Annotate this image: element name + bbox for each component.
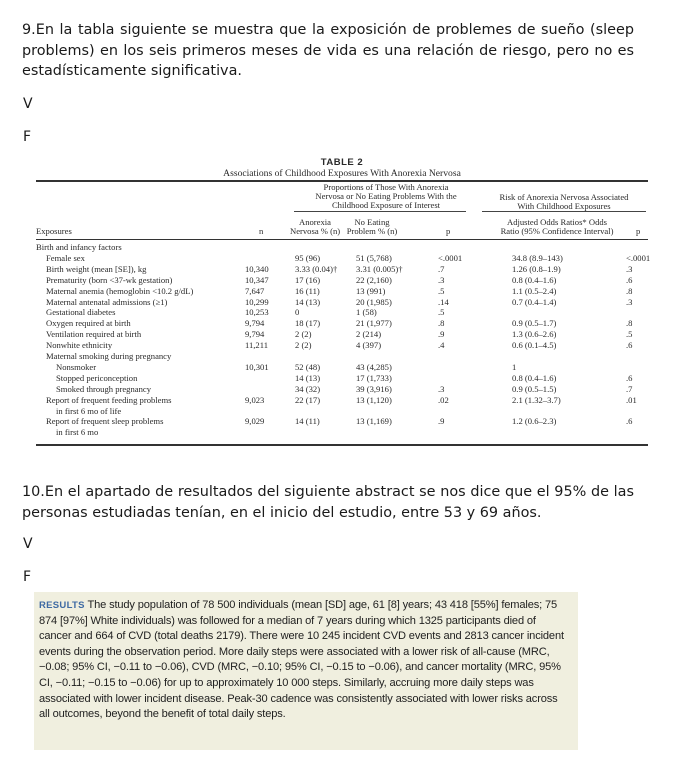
row-n: 10,340 bbox=[245, 263, 269, 274]
row-p2: .8 bbox=[626, 285, 633, 296]
row-p: .7 bbox=[438, 263, 445, 274]
table-label: TABLE 2 bbox=[320, 157, 364, 168]
row-p2: .5 bbox=[626, 329, 633, 340]
row-odds-ratio: 0.9 (0.5–1.5) bbox=[512, 383, 557, 394]
col-no-eating-header: Problem % (n) bbox=[346, 226, 398, 236]
row-n: 9,794 bbox=[245, 318, 265, 329]
row-n: 9,794 bbox=[245, 329, 265, 340]
row-n: 7,647 bbox=[245, 285, 265, 296]
row-p2: .6 bbox=[626, 274, 633, 285]
row-p: .14 bbox=[438, 296, 449, 307]
row-no-eating: 1 (58) bbox=[356, 307, 377, 318]
row-exposure: Birth and infancy factors bbox=[36, 242, 122, 252]
row-p2: .6 bbox=[626, 416, 633, 427]
row-anorexia: 52 (48) bbox=[295, 361, 321, 372]
col-odds-ratio-header: Adjusted Odds Ratios* Odds bbox=[506, 217, 608, 227]
row-odds-ratio: 0.8 (0.4–1.6) bbox=[512, 372, 557, 383]
row-odds-ratio: 0.9 (0.5–1.7) bbox=[512, 318, 557, 329]
row-anorexia: 14 (13) bbox=[295, 296, 321, 307]
col-p2-header: p bbox=[636, 226, 641, 236]
table-caption: Associations of Childhood Exposures With Anorexia Nervosa bbox=[223, 168, 461, 179]
row-anorexia: 0 bbox=[295, 307, 300, 318]
row-odds-ratio: 1.3 (0.6–2.6) bbox=[512, 329, 557, 340]
row-n: 9,029 bbox=[245, 416, 265, 427]
row-exposure: Maternal smoking during pregnancy bbox=[46, 351, 172, 361]
row-exposure: Female sex bbox=[46, 252, 85, 263]
row-anorexia: 22 (17) bbox=[295, 394, 321, 405]
question-9-option-false[interactable]: F bbox=[23, 129, 32, 145]
risk-group-header-line: With Childhood Exposures bbox=[517, 201, 611, 211]
row-odds-ratio: 1.26 (0.8–1.9) bbox=[512, 263, 561, 274]
row-p2: .7 bbox=[626, 383, 633, 394]
row-exposure: Report of frequent feeding problems bbox=[46, 394, 172, 405]
table-2-figure bbox=[36, 154, 651, 446]
row-no-eating: 21 (1,977) bbox=[356, 318, 392, 329]
col-n-header: n bbox=[259, 226, 264, 236]
row-no-eating: 13 (1,120) bbox=[356, 394, 392, 405]
proportions-underline bbox=[294, 211, 466, 212]
row-p2: .8 bbox=[626, 318, 633, 329]
abstract-results-box bbox=[34, 592, 578, 750]
row-exposure: in first 6 mo of life bbox=[56, 405, 122, 416]
row-anorexia: 18 (17) bbox=[295, 318, 321, 329]
row-n: 9,023 bbox=[245, 394, 265, 405]
row-no-eating: 22 (2,160) bbox=[356, 274, 392, 285]
row-p: .9 bbox=[438, 416, 445, 427]
proportions-group-header-line: Childhood Exposure of Interest bbox=[331, 200, 441, 210]
row-anorexia: 17 (16) bbox=[295, 274, 321, 285]
row-n: 10,301 bbox=[245, 361, 269, 372]
row-anorexia: 16 (11) bbox=[295, 285, 320, 296]
row-anorexia: 34 (32) bbox=[295, 383, 321, 394]
row-n: 11,211 bbox=[245, 340, 268, 351]
row-no-eating: 43 (4,285) bbox=[356, 361, 392, 372]
row-odds-ratio: 0.6 (0.1–4.5) bbox=[512, 340, 557, 351]
row-no-eating: 3.31 (0.005)† bbox=[356, 263, 403, 274]
row-no-eating: 4 (397) bbox=[356, 340, 382, 351]
abstract-heading: RESULTS bbox=[39, 600, 85, 611]
risk-group-header-line: Risk of Anorexia Nervosa Associated bbox=[499, 192, 629, 202]
row-n: 10,253 bbox=[245, 307, 269, 318]
row-exposure: Ventilation required at birth bbox=[46, 329, 142, 340]
row-exposure: Smoked through pregnancy bbox=[56, 383, 151, 394]
row-odds-ratio: 1 bbox=[512, 361, 517, 372]
row-no-eating: 39 (3,916) bbox=[356, 383, 392, 394]
row-p2: .6 bbox=[626, 372, 633, 383]
col-no-eating-header: No Eating bbox=[354, 217, 390, 227]
row-p: .5 bbox=[438, 307, 445, 318]
row-exposure: Stopped periconception bbox=[56, 372, 138, 383]
row-odds-ratio: 1.2 (0.6–2.3) bbox=[512, 416, 557, 427]
row-p: .3 bbox=[438, 274, 445, 285]
row-p2: .6 bbox=[626, 340, 633, 351]
question-10-option-true[interactable]: V bbox=[23, 536, 33, 552]
row-p: .5 bbox=[438, 285, 445, 296]
row-p: .02 bbox=[438, 394, 449, 405]
question-9-option-true[interactable]: V bbox=[23, 96, 33, 112]
row-p: .8 bbox=[438, 318, 445, 329]
row-no-eating: 13 (991) bbox=[356, 285, 386, 296]
row-exposure: Gestational diabetes bbox=[46, 307, 116, 318]
proportions-group-header-line: Proportions of Those With Anorexia bbox=[323, 182, 449, 192]
row-exposure: Oxygen required at birth bbox=[46, 318, 131, 329]
col-p-header: p bbox=[446, 226, 451, 236]
row-exposure: Prematurity (born <37-wk gestation) bbox=[46, 274, 173, 285]
row-odds-ratio: 0.7 (0.4–1.4) bbox=[512, 296, 557, 307]
row-anorexia: 3.33 (0.04)† bbox=[295, 263, 338, 274]
row-anorexia: 95 (96) bbox=[295, 252, 321, 263]
abstract-body: The study population of 78 500 individuals (mean [SD] age, 61 [8] years; 43 418 [55%] females; 75 874 [97%] White individuals) was followed for a median of 7 years during which 1325 participants died of cancer and 664 of CVD (total deaths 2179). There were 10 245 incident CVD events and 2813 cancer incident events during the observation period. More daily steps were associated with a lower risk of all-cause (MRC, −0.08; 95% CI, −0.11 to −0.06), CVD (MRC, −0.10; 95% CI, −0.15 to −0.06), and cancer mortality (MRC, 95% CI, −0.11; −0.15 to −0.06) for up to approximately 10 000 steps. Similarly, accruing more daily steps was associated with lower incident disease. Peak-30 cadence was consistently associated with lower risks across all outcomes, beyond the benefit of total daily steps. bbox=[39, 599, 564, 721]
row-no-eating: 17 (1,733) bbox=[356, 372, 392, 383]
row-n: 10,299 bbox=[245, 296, 269, 307]
risk-underline bbox=[482, 211, 646, 212]
row-p2: .01 bbox=[626, 394, 637, 405]
row-p2: <.0001 bbox=[626, 252, 651, 263]
row-anorexia: 14 (11) bbox=[295, 416, 320, 427]
question-10-option-false[interactable]: F bbox=[23, 569, 32, 585]
row-no-eating: 20 (1,985) bbox=[356, 296, 392, 307]
table-bottom-rule bbox=[36, 444, 648, 446]
row-no-eating: 51 (5,768) bbox=[356, 252, 392, 263]
row-exposure: Nonsmoker bbox=[56, 361, 97, 372]
row-p2: .3 bbox=[626, 296, 633, 307]
row-p: .9 bbox=[438, 329, 445, 340]
row-anorexia: 14 (13) bbox=[295, 372, 321, 383]
row-p: .3 bbox=[438, 383, 445, 394]
row-no-eating: 13 (1,169) bbox=[356, 416, 392, 427]
row-exposure: Maternal anemia (hemoglobin <10.2 g/dL) bbox=[46, 285, 194, 296]
row-exposure: Birth weight (mean [SE]), kg bbox=[46, 263, 147, 274]
col-exposures-header: Exposures bbox=[36, 226, 72, 236]
question-9-text: 9.En la tabla siguiente se muestra que la exposición de problemes de sueño (sleep problems) en los seis primeros meses de vida es una relación de riesgo, pero no es estadísticamente significativa. bbox=[22, 22, 634, 79]
row-anorexia: 2 (2) bbox=[295, 340, 312, 351]
row-exposure: Maternal antenatal admissions (≥1) bbox=[46, 296, 168, 307]
row-no-eating: 2 (214) bbox=[356, 329, 382, 340]
row-p2: .3 bbox=[626, 263, 633, 274]
row-odds-ratio: 1.1 (0.5–2.4) bbox=[512, 285, 557, 296]
row-p: <.0001 bbox=[438, 252, 463, 263]
table-header-rule bbox=[36, 239, 648, 240]
row-exposure: Report of frequent sleep problems bbox=[46, 416, 164, 427]
row-n: 10,347 bbox=[245, 274, 269, 285]
row-odds-ratio: 34.8 (8.9–143) bbox=[512, 252, 563, 263]
col-odds-ratio-header: Ratio (95% Confidence Interval) bbox=[500, 226, 614, 236]
proportions-group-header-line: Nervosa or No Eating Problems With the bbox=[315, 191, 457, 201]
row-exposure: in first 6 mo bbox=[56, 427, 99, 438]
row-p: .4 bbox=[438, 340, 445, 351]
row-odds-ratio: 0.8 (0.4–1.6) bbox=[512, 274, 557, 285]
question-10-text: 10.En el apartado de resultados del siguiente abstract se nos dice que el 95% de las personas estudiadas tenían, en el inicio del estudio, entre 53 y 69 años. bbox=[22, 484, 634, 521]
row-anorexia: 2 (2) bbox=[295, 329, 312, 340]
row-odds-ratio: 2.1 (1.32–3.7) bbox=[512, 394, 561, 405]
col-anorexia-header: Nervosa % (n) bbox=[290, 226, 341, 236]
row-exposure: Nonwhite ethnicity bbox=[46, 340, 113, 351]
col-anorexia-header: Anorexia bbox=[299, 217, 331, 227]
